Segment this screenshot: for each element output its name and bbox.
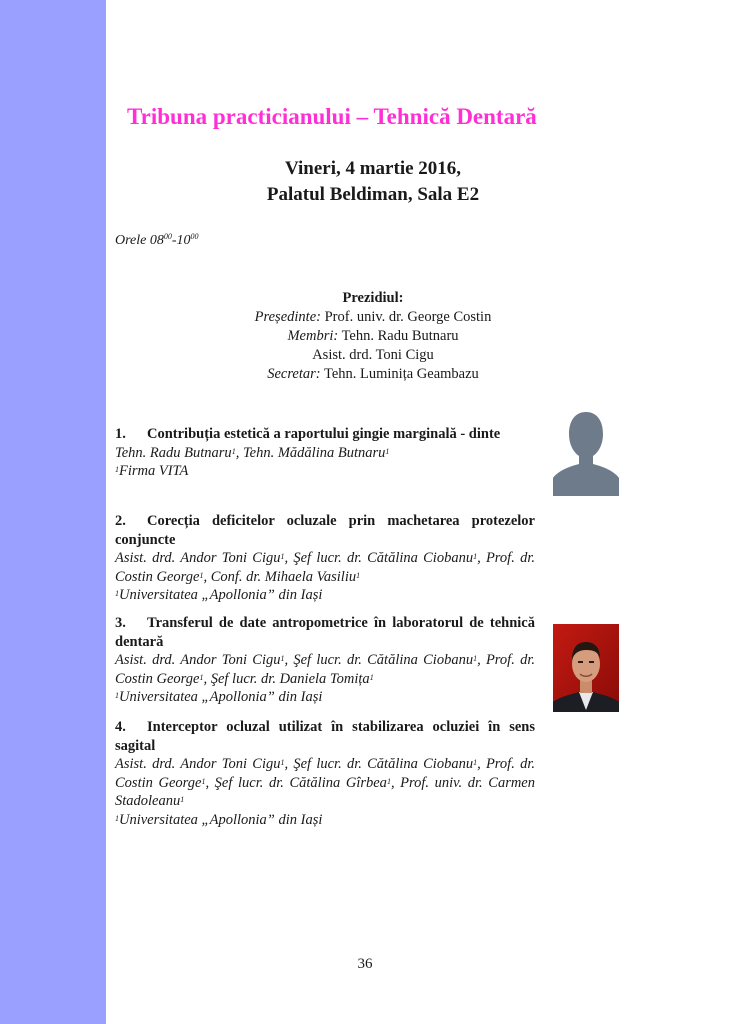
presentation-title [115, 512, 535, 549]
hours-dash-end: -10 [171, 233, 191, 248]
affiliation-mark: 1 [201, 776, 206, 786]
author: , Prof. dr. Costin George [115, 652, 535, 687]
affiliation [115, 586, 535, 605]
affiliation-mark: 1 [369, 672, 374, 682]
affiliation-mark: 1 [180, 795, 185, 804]
affiliation-mark: 1 [115, 691, 119, 700]
presentation-title [115, 425, 535, 444]
person-silhouette-icon [553, 408, 619, 496]
affiliation-mark: 1 [115, 813, 119, 823]
presentation-number: 1. [115, 426, 126, 442]
affiliation-mark: 1 [280, 654, 285, 663]
author: , Tehn. Mădălina Butnaru [235, 444, 386, 461]
hours-start-minutes: 00 [163, 232, 172, 241]
author: Asist. drd. Andor Toni Cigu [115, 550, 281, 566]
presentation-number: 4. [115, 719, 126, 735]
affiliation-mark: 1 [473, 654, 478, 663]
presidium-heading: Prezidiul: [342, 290, 404, 306]
left-sidebar-band [0, 0, 106, 1024]
affiliation-mark: 1 [473, 758, 478, 767]
author: , Şef lucr. dr. Cătălina Ciobanu [284, 756, 474, 772]
affiliation-text: Universitatea „Apollonia” din Iași [119, 689, 323, 705]
author: Asist. drd. Andor Toni Cigu [115, 756, 281, 772]
presentation-title [115, 614, 535, 651]
affiliation [115, 462, 535, 481]
member-1: Tehn. Radu Butnaru [338, 328, 459, 344]
affiliation-mark: 1 [473, 552, 478, 561]
presentation-title-text: Contribuția estetică a raportului gingie marginală - dinte [147, 426, 501, 442]
author: , Şef lucr. dr. Cătălina Gîrbea [205, 774, 387, 791]
members-role: Membri: [287, 328, 339, 344]
secretary-line [115, 365, 631, 384]
affiliation-mark: 1 [280, 552, 285, 561]
affiliation-mark: 1 [356, 570, 361, 580]
affiliation-text: Firma VITA [119, 463, 189, 479]
affiliation-mark: 1 [231, 446, 236, 456]
presentation-2 [115, 512, 535, 605]
session-hours [115, 233, 199, 249]
members-line [115, 327, 631, 346]
authors [115, 444, 535, 463]
affiliation-mark: 1 [199, 570, 204, 580]
author: , Prof. univ. dr. Carmen Stadoleanu [115, 774, 535, 809]
president-name: Prof. univ. dr. George Costin [320, 309, 492, 325]
affiliation [115, 688, 535, 707]
date-line: Vineri, 4 martie 2016, [284, 158, 462, 179]
author: Tehn. Radu Butnaru [115, 444, 232, 461]
authors [115, 755, 535, 811]
author: , Şef lucr. dr. Cătălina Ciobanu [284, 652, 474, 668]
page-title: Tribuna practicianului – Tehnică Dentară [127, 104, 537, 129]
presentation-number: 2. [115, 513, 126, 529]
presidium-block [115, 289, 631, 384]
presentation-title-text: Corecția deficitelor ocluzale prin machetarea protezelor conjuncte [115, 513, 535, 548]
affiliation-mark: 1 [115, 589, 119, 598]
presentation-title-text: Transferul de date antropometrice în laboratorul de tehnică dentară [115, 615, 535, 650]
author: , Prof. dr. Costin George [115, 550, 535, 585]
venue-line: Palatul Beldiman, Sala E2 [266, 184, 480, 205]
affiliation-mark: 1 [280, 758, 285, 767]
page-number: 36 [357, 956, 373, 972]
author: , Şef lucr. dr. Daniela Tomița [203, 670, 370, 687]
affiliation-mark: 1 [386, 776, 391, 786]
presentation-number: 3. [115, 615, 126, 631]
affiliation-mark: 1 [115, 465, 119, 474]
authors [115, 651, 535, 688]
portrait-image [553, 624, 619, 712]
authors [115, 549, 535, 586]
affiliation-text: Universitatea „Apollonia” din Iași [119, 811, 323, 828]
affiliation-text: Universitatea „Apollonia” din Iași [119, 587, 323, 603]
secretary-role: Secretar: [267, 366, 321, 382]
president-line [115, 308, 631, 327]
member-2: Asist. drd. Toni Cigu [312, 347, 434, 363]
speaker-portrait-photo [553, 624, 619, 712]
president-role: Președinte: [254, 309, 321, 325]
hours-label: Orele 08 [115, 233, 164, 248]
presentation-3 [115, 614, 535, 707]
presentation-1 [115, 425, 535, 481]
affiliation-mark: 1 [199, 672, 204, 682]
hours-end-minutes: 00 [190, 232, 199, 241]
affiliation [115, 811, 535, 830]
presentation-title-text: Interceptor ocluzal utilizat în stabilizarea ocluziei în sens sagital [115, 719, 535, 754]
secretary-name: Tehn. Luminița Geambazu [320, 366, 479, 382]
author: , Conf. dr. Mihaela Vasiliu [203, 568, 357, 585]
speaker-avatar-placeholder [553, 408, 619, 496]
author: , Şef lucr. dr. Cătălina Ciobanu [284, 550, 474, 566]
presentation-4 [115, 718, 535, 829]
author: , Prof. dr. Costin George [115, 756, 535, 791]
affiliation-mark: 1 [385, 446, 390, 456]
presentation-title [115, 718, 535, 755]
author: Asist. drd. Andor Toni Cigu [115, 652, 281, 668]
